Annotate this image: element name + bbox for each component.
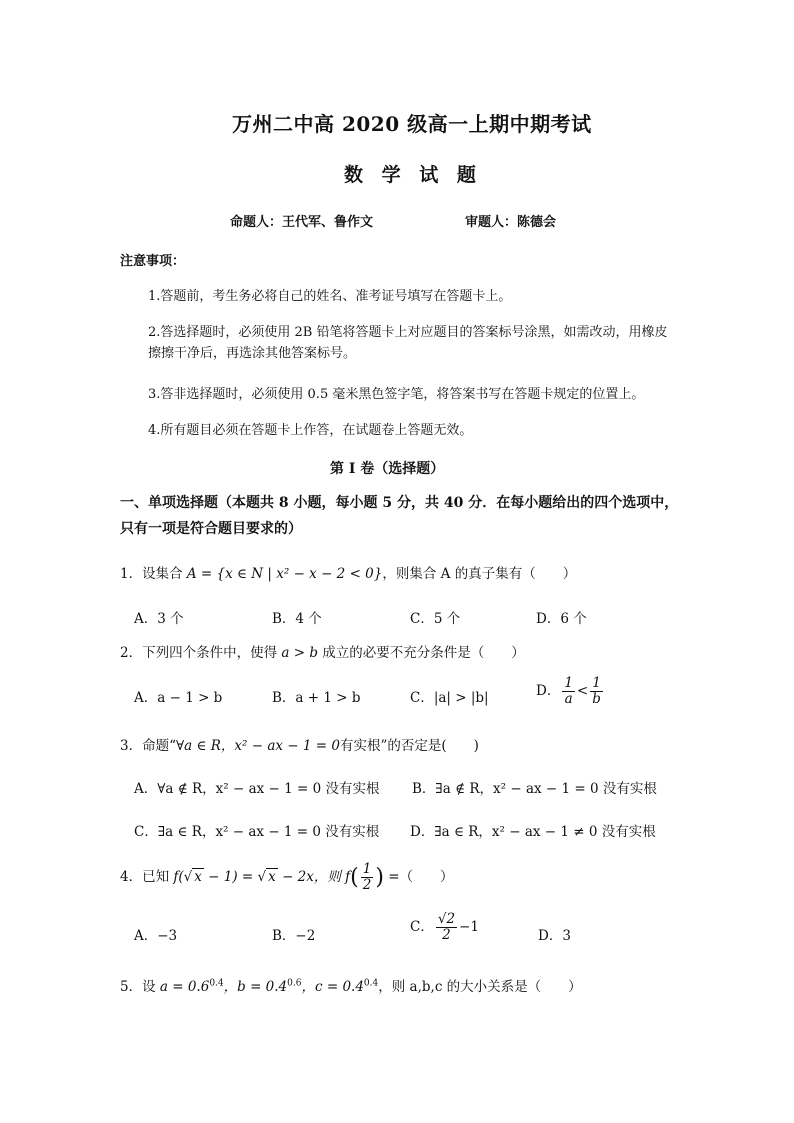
question-2-post: 成立的必要不充分条件是（ ） [317,645,525,661]
question-3 [120,734,479,754]
sqrt-x: x [194,869,202,885]
q1-option-d[interactable]: D．6 个 [536,611,587,627]
part-heading: 第 I 卷（选择题） [330,461,445,477]
question-2-pre: 2．下列四个条件中，使得 [120,645,282,661]
question-2-math: a > b [281,645,318,661]
note-item: 2.答选择题时，必须使用 2B 铅笔将答题卡上对应题目的答案标号涂黑，如需改动，用橡皮擦擦干净后，再选涂其他答案标号。 [148,325,668,361]
question-1-pre: 1．设集合 [120,566,187,582]
q1-option-a[interactable]: A．3 个 [134,611,184,627]
question-3-post: 有实根”的否定是( ) [339,738,479,754]
question-3-pre: 3．命题“ [120,738,176,754]
question-1 [120,562,576,582]
q2-option-b[interactable]: B．a + 1 > b [272,690,361,706]
q2-option-d-label: D． [536,683,561,699]
q3-option-d[interactable]: D．∃a ∈ R，x² − ax − 1 ≠ 0 没有实根 [410,824,656,840]
q1-option-b[interactable]: B．4 个 [272,611,322,627]
q2-option-c[interactable]: C．|a| > |b| [410,690,489,706]
note-item: 3.答非选择题时，必须使用 0.5 毫米黑色签字笔，将答案书写在答题卡规定的位置上。 [148,387,645,402]
note-item: 4.所有题目必须在答题卡上作答，在试题卷上答题无效。 [148,423,473,438]
q3-option-b[interactable]: B．∃a ∉ R，x² − ax − 1 = 0 没有实根 [412,781,657,797]
subject-title: 数 学 试 题 [344,164,482,186]
exam-title: 万州二中高 2020 级高一上期中期考试 [232,112,592,136]
question-2 [120,641,525,661]
q4-option-c[interactable]: C． $\frac{√2}{2}$ −1 [410,911,479,943]
question-1-post: ，则集合 A 的真子集有（ ） [382,566,577,582]
note-item: 1.答题前，考生务必将自己的姓名、准考证号填写在答题卡上。 [148,289,512,304]
q4-option-d[interactable]: D．3 [538,928,571,944]
q3-option-a[interactable]: A．∀a ∉ R，x² − ax − 1 = 0 没有实根 [134,781,380,797]
reviewers-line: 审题人：陈德会 [465,215,557,230]
question-5: 5．设 $a = 0.6^{0.4}$，$b = 0.4^{0.6}$，$c = 0.4^{0.4}$，则 a,b,c 的大小关系是（ ） [120,978,582,995]
q4-option-b[interactable]: B．−2 [272,928,316,944]
q2-option-a[interactable]: A．a − 1 > b [134,690,223,706]
section-instructions: 一、单项选择题（本题共 8 小题，每小题 5 分，共 40 分．在每小题给出的四个选项中，只有一项是符合题目要求的） [120,495,679,537]
q2-option-d[interactable]: D． $\frac{1}{a}$ < $\frac{1}{b}$ [536,675,601,707]
question-3-math: ∀a ∈ R，x² − ax − 1 = 0 [176,738,340,754]
q1-option-c[interactable]: C．5 个 [410,611,461,627]
question-1-math: A = {x ∈ N | x² − x − 2 < 0} [186,566,383,582]
q4-option-a[interactable]: A．−3 [134,928,178,944]
fraction: $\frac{1}{a}$ [564,675,573,707]
notes-heading: 注意事项： [120,254,186,269]
fraction: $\frac{√2}{2}$ [437,911,456,943]
q3-option-c[interactable]: C．∃a ∈ R，x² − ax − 1 = 0 没有实根 [134,824,380,840]
setters-line: 命题人：王代军、鲁作文 [230,215,374,230]
question-4: 4．已知 f(√ x − 1) = √ x − 2x，则 f( $\frac{1}{2}$ ) =（ ） [120,861,454,893]
sqrt-x: x [268,869,276,885]
fraction-half: $\frac{1}{2}$ [362,861,372,893]
fraction: $\frac{1}{b}$ [592,675,601,707]
